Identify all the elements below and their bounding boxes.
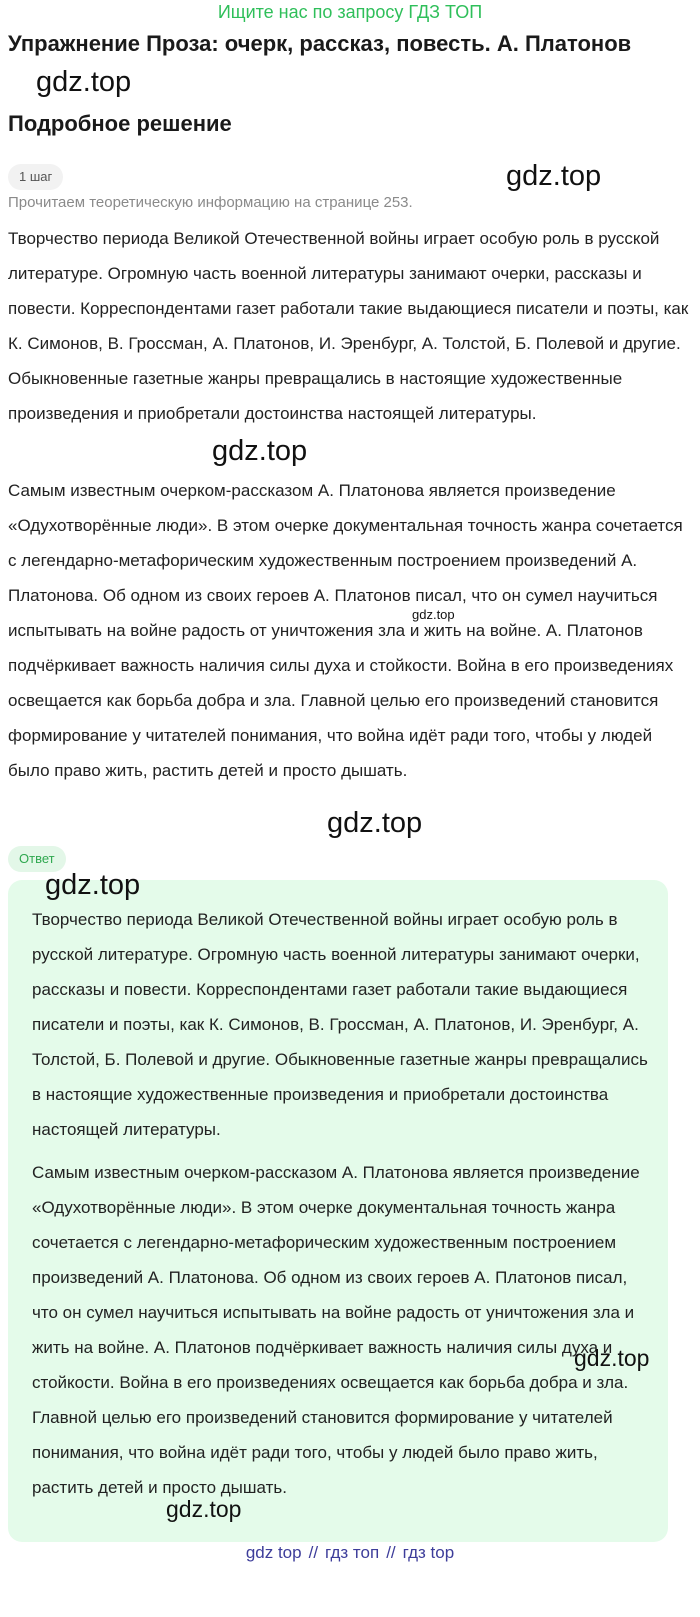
footer-separator: // <box>308 1543 319 1562</box>
step-badge: 1 шаг <box>8 164 63 190</box>
footer-separator: // <box>386 1543 396 1562</box>
search-hint-banner: Ищите нас по запросу ГДЗ ТОП <box>217 2 483 22</box>
footer-link[interactable]: гдз топ <box>325 1543 380 1562</box>
watermark: gdz.top <box>574 1345 650 1371</box>
watermark: gdz.top <box>327 807 423 839</box>
intro-note: Прочитаем теоретическую информацию на странице 253. <box>8 194 413 211</box>
footer-links <box>0 1541 700 1565</box>
section-title: Подробное решение <box>8 111 232 136</box>
footer-link[interactable]: гдз top <box>402 1543 455 1562</box>
answer-paragraph: Самым известным очерком-рассказом А. Платонова является произведение «Одухотворённые люди». В этом очерке документальная точность жанра сочетается с легендарно-метафорическим художественным построением произведений А. Платонова. Об одном из своих героев А. Платонов писал, что он сумел научиться испытывать на войне радость от уничтожения зла и жить на войне. А. Платонов подчёркивает важность наличия силы духа и стойкости. Война в его произведениях освещается как борьба добра и зла. Главной целью его произведений становится формирование у читателей понимания, что война идёт ради того, чтобы у людей было право жить, растить детей и просто дышать. <box>32 1163 640 1497</box>
watermark: gdz.top <box>45 869 141 901</box>
watermark: gdz.top <box>166 1496 242 1522</box>
watermark: gdz.top <box>412 607 455 622</box>
solution-paragraph: Самым известным очерком-рассказом А. Платонова является произведение «Одухотворённые люди». В этом очерке документальная точность жанра сочетается с легендарно-метафорическим художественным построением произведений А. Платонова. Об одном из своих героев А. Платонов писал, что он сумел научиться испытывать на войне радость от уничтожения зла и жить на войне. А. Платонов подчёркивает важность наличия силы духа и стойкости. Война в его произведениях освещается как борьба добра и зла. Главной целью его произведений становится формирование у читателей понимания, что война идёт ради того, чтобы у людей было право жить, растить детей и просто дышать. <box>8 481 683 780</box>
page-title: Упражнение Проза: очерк, рассказ, повесть. А. Платонов <box>8 31 632 56</box>
watermark: gdz.top <box>212 435 308 467</box>
footer-link[interactable]: gdz top <box>245 1543 302 1562</box>
watermark: gdz.top <box>506 160 602 192</box>
solution-paragraph: Творчество периода Великой Отечественной войны играет особую роль в русской литературе. Огромную часть военной литературы занимают очерки, рассказы и повести. Корреспондентами газет работали такие выдающиеся писатели и поэты, как К. Симонов, В. Гроссман, А. Платонов, И. Эренбург, А. Толстой, Б. Полевой и другие. Обыкновенные газетные жанры превращались в настоящие художественные произведения и приобретали достоинства настоящей литературы. <box>8 229 689 423</box>
watermark: gdz.top <box>36 66 132 98</box>
answer-badge: Ответ <box>8 846 66 872</box>
answer-paragraph: Творчество периода Великой Отечественной войны играет особую роль в русской литературе. Огромную часть военной литературы занимают очерки, рассказы и повести. Корреспондентами газет работали такие выдающиеся писатели и поэты, как К. Симонов, В. Гроссман, А. Платонов, И. Эренбург, А. Толстой, Б. Полевой и другие. Обыкновенные газетные жанры превращались в настоящие художественные произведения и приобретали достоинства настоящей литературы. <box>32 910 648 1139</box>
